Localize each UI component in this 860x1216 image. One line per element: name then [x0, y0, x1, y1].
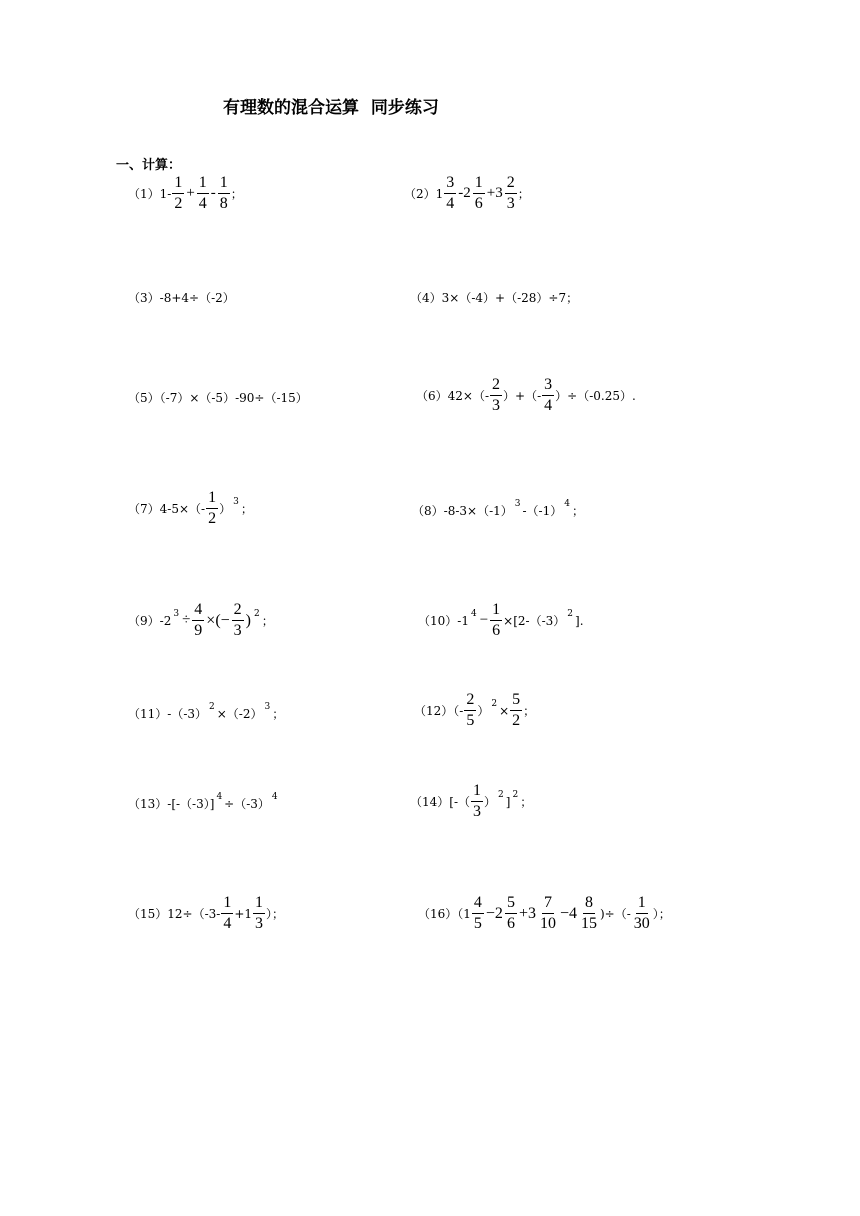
expression-part: ）+（-: [503, 389, 542, 403]
operator: ×: [499, 703, 510, 718]
fraction: [218, 175, 230, 212]
numerator: 4: [472, 895, 484, 914]
expression-part: ×[2-（-3）: [503, 614, 566, 628]
exponent: 3: [264, 701, 271, 712]
problem-9: [128, 602, 274, 639]
exponent: 2: [567, 608, 574, 619]
problem-13-label: （13）-[-（-3）]: [128, 797, 215, 811]
numerator: 2: [490, 377, 502, 396]
numerator: 7: [542, 895, 554, 914]
expression-part: ×（-2）: [216, 707, 263, 721]
fraction: [253, 895, 265, 932]
problem-4-text: （4）3×（-4）+（-28）÷7；: [410, 291, 579, 305]
problem-14: [410, 783, 532, 820]
denominator: 3: [473, 803, 482, 820]
expression-part: ÷（-3）: [224, 797, 270, 811]
problem-12: [414, 692, 535, 729]
fraction: [490, 602, 502, 639]
exponent: 3: [514, 498, 521, 509]
problem-3: [128, 289, 235, 306]
numerator: 3: [542, 377, 554, 396]
denominator: 4: [544, 397, 553, 414]
numerator: 1: [197, 175, 209, 194]
problem-10-label: （10）-1: [418, 614, 469, 628]
punctuation: ；: [261, 614, 274, 628]
section-heading: 一、计算：: [116, 158, 182, 173]
exponent: 2: [209, 701, 215, 712]
exponent: 3: [233, 496, 239, 507]
denominator: 8: [219, 195, 228, 212]
fraction: [192, 602, 204, 639]
numerator: 4: [192, 602, 204, 621]
fraction: [221, 895, 233, 932]
expression-part: +1: [234, 906, 253, 921]
numerator: 2: [232, 602, 244, 621]
problem-9-label: （9）-2: [128, 614, 172, 628]
denominator: 2: [174, 195, 183, 212]
fraction: [472, 895, 484, 932]
denominator: 15: [581, 915, 597, 932]
problem-15: [128, 895, 284, 932]
fraction: [538, 895, 558, 932]
operator: −2: [485, 904, 503, 922]
fraction: [444, 175, 456, 212]
problem-3-text: （3）-8+4÷（-2）: [128, 291, 235, 305]
numerator: 1: [253, 895, 265, 914]
numerator: 1: [218, 175, 230, 194]
operator: +: [186, 185, 195, 201]
expression-part: ）÷（-0.25）.: [555, 389, 636, 403]
denominator: 3: [233, 622, 242, 639]
problem-15-label: （15）12÷（-3-: [128, 907, 221, 921]
denominator: 2: [512, 712, 521, 729]
punctuation: ）；: [266, 907, 285, 921]
fraction: [505, 175, 517, 212]
fraction: [579, 895, 599, 932]
denominator: 6: [506, 915, 515, 932]
numerator: 5: [510, 692, 522, 711]
problem-1: [128, 175, 243, 212]
problem-16-label: （16）（1: [418, 907, 471, 921]
numerator: 3: [444, 175, 456, 194]
denominator: 3: [492, 397, 501, 414]
denominator: 10: [539, 915, 556, 932]
numerator: 2: [505, 175, 517, 194]
numerator: 1: [221, 895, 233, 914]
denominator: 2: [208, 510, 217, 527]
problem-6-label: （6）42×（-: [416, 389, 490, 403]
denominator: 3: [506, 195, 515, 212]
problem-4: [410, 289, 578, 306]
punctuation: ；: [523, 704, 536, 718]
fraction: [197, 175, 209, 212]
operator: -2: [458, 185, 471, 201]
denominator: 6: [492, 622, 501, 639]
denominator: 30: [633, 915, 650, 932]
punctuation: ；: [230, 187, 243, 201]
operator: +3: [486, 185, 503, 201]
problem-5-text: （5）（-7）×（-5）-90÷（-15）: [128, 391, 308, 405]
expression-part: ）: [477, 704, 490, 718]
problem-7: [128, 490, 253, 527]
denominator: 6: [474, 195, 483, 212]
problem-12-label: （12）（-: [414, 704, 464, 718]
fraction: [206, 490, 218, 527]
denominator: 5: [466, 712, 475, 729]
denominator: 3: [255, 915, 264, 932]
fraction: [464, 692, 476, 729]
expression-part: ）: [219, 502, 232, 516]
problem-16: [418, 895, 671, 932]
problem-14-label: （14）[-（: [410, 795, 471, 809]
numerator: 1: [471, 783, 483, 802]
expression-part: )÷（-: [600, 907, 631, 921]
operator: −4: [559, 904, 577, 922]
fraction: [473, 175, 485, 212]
numerator: 1: [490, 602, 502, 621]
paren-close: ): [245, 611, 251, 629]
operator: -: [210, 185, 216, 201]
denominator: 4: [446, 195, 455, 212]
fraction: [542, 377, 554, 414]
problem-7-label: （7）4-5×（-: [128, 502, 206, 516]
punctuation: ）；: [652, 907, 671, 921]
exponent: 4: [564, 498, 570, 509]
punctuation: ；: [240, 502, 253, 516]
denominator: 9: [194, 622, 203, 639]
expression-part: ）: [484, 795, 497, 809]
fraction: [490, 377, 502, 414]
problem-5: [128, 389, 308, 406]
numerator: 1: [172, 175, 184, 194]
expression-part: ]: [505, 794, 511, 809]
problem-13: [128, 791, 280, 812]
problem-1-label: （1）1-: [128, 187, 172, 201]
numerator: 1: [206, 490, 218, 509]
operator: ÷: [182, 612, 191, 628]
exponent: 2: [498, 789, 504, 800]
exponent: 3: [173, 608, 180, 619]
exponent: 2: [254, 608, 260, 619]
denominator: 5: [473, 915, 482, 932]
exponent: 4: [271, 791, 278, 802]
numerator: 2: [464, 692, 476, 711]
fraction: [471, 783, 483, 820]
numerator: 1: [636, 895, 648, 914]
problem-10: [418, 602, 584, 639]
problem-8-label: （8）-8-3×（-1）: [412, 504, 513, 518]
fraction: [632, 895, 652, 932]
punctuation: ；: [517, 187, 530, 201]
operator: ×(−: [206, 611, 230, 629]
numerator: 1: [473, 175, 485, 194]
fraction: [505, 895, 517, 932]
problem-8: [412, 498, 584, 519]
problem-6: [416, 377, 636, 414]
punctuation: ].: [575, 613, 584, 628]
exponent: 4: [470, 608, 477, 619]
denominator: 4: [198, 195, 207, 212]
exponent: 2: [512, 789, 519, 800]
punctuation: ；: [571, 504, 584, 518]
fraction: [172, 175, 184, 212]
operator: −: [479, 612, 489, 628]
exponent: 4: [216, 791, 223, 802]
numerator: 8: [583, 895, 595, 914]
fraction: [232, 602, 244, 639]
page-title: 有理数的混合运算 同步练习: [223, 98, 439, 118]
operator: +3: [518, 904, 536, 922]
problem-2: [404, 175, 530, 212]
punctuation: ；: [520, 795, 533, 809]
expression-part: -（-1）: [522, 504, 563, 518]
problem-2-label: （2）1: [404, 187, 444, 201]
problem-11-label: （11）-（-3）: [128, 707, 208, 721]
fraction: [510, 692, 522, 729]
exponent: 2: [491, 698, 498, 709]
problem-11: [128, 701, 285, 722]
numerator: 5: [505, 895, 517, 914]
punctuation: ；: [272, 707, 285, 721]
denominator: 4: [223, 915, 232, 932]
